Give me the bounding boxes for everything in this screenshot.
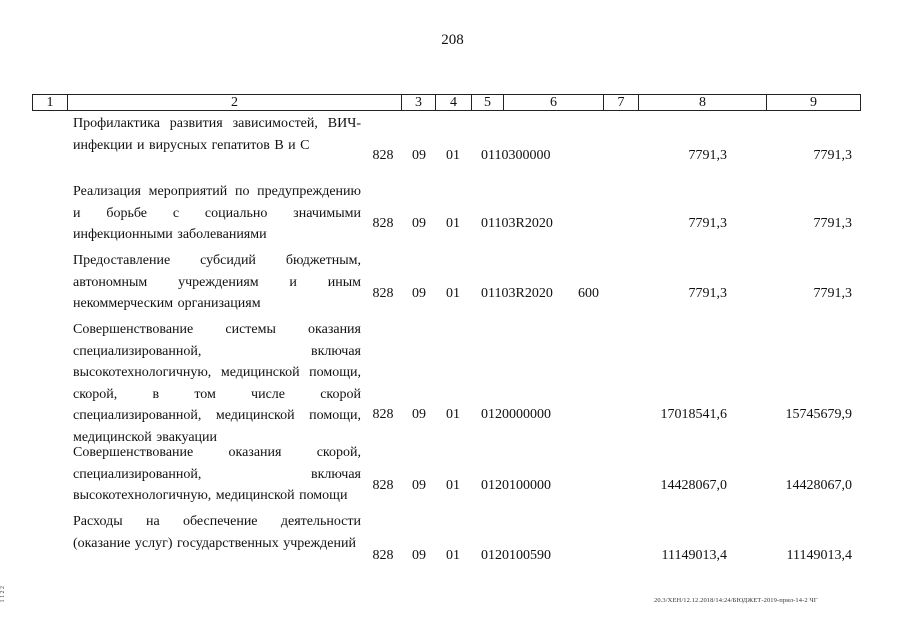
row-c5: 01: [446, 286, 460, 301]
table-header: [32, 94, 861, 111]
margin-mark: 1 1 2 2: [0, 586, 6, 603]
header-col-8: 8: [639, 95, 767, 110]
row-c6: 0120100590: [481, 548, 551, 563]
row-c5: 01: [446, 148, 460, 163]
header-col-6: 6: [504, 95, 604, 110]
row-c9: 7791,3: [813, 216, 852, 231]
row-c4: 09: [412, 216, 426, 231]
header-col-3: 3: [402, 95, 436, 110]
row-c8: 11149013,4: [661, 548, 727, 563]
row-c6: 0120100000: [481, 478, 551, 493]
row-c8: 7791,3: [688, 216, 727, 231]
page-number: 208: [441, 32, 464, 48]
row-c9: 15745679,9: [785, 407, 852, 422]
row-c3: 828: [372, 478, 394, 493]
row-c6: 01103R2020: [481, 216, 553, 231]
row-c8: 14428067,0: [660, 478, 727, 493]
header-col-5: 5: [472, 95, 504, 110]
row-c4: 09: [412, 407, 426, 422]
row-c6: 0120000000: [481, 407, 551, 422]
header-col-2: 2: [68, 95, 402, 110]
row-c9: 7791,3: [813, 148, 852, 163]
row-c8: 7791,3: [688, 148, 727, 163]
row-c3: 828: [372, 148, 394, 163]
row-c6: 0110300000: [481, 148, 551, 163]
header-col-4: 4: [436, 95, 472, 110]
footer-note: 20.3/ХЕН/12.12.2018/14:24/БЮДЖЕТ-2019-прил-14-2 ЧГ: [654, 597, 818, 604]
row-c5: 01: [446, 478, 460, 493]
row-c3: 828: [372, 407, 394, 422]
row-c4: 09: [412, 148, 426, 163]
row-description: Профилактика развития зависимостей, ВИЧ-инфекции и вирусных гепатитов В и С: [73, 116, 361, 153]
header-col-1: 1: [33, 95, 68, 110]
row-description: Реализация мероприятий по предупреждению и борьбе с социально значимыми инфекционными заболеваниями: [73, 184, 361, 242]
header-col-7: 7: [604, 95, 639, 110]
row-c5: 01: [446, 216, 460, 231]
row-description: Расходы на обеспечение деятельности (оказание услуг) государственных учреждений: [73, 514, 361, 551]
row-c3: 828: [372, 216, 394, 231]
row-c5: 01: [446, 407, 460, 422]
row-c3: 828: [372, 286, 394, 301]
row-c6: 01103R2020: [481, 286, 553, 301]
row-description: Совершенствование оказания скорой, специализированной, включая высокотехнологичную, медицинской помощи: [73, 445, 361, 503]
row-description: Совершенствование системы оказания специализированной, включая высокотехнологичную, медицинской помощи, скорой, в том числе скорой специализированной, медицинской помощи, медицинской эвакуации: [73, 322, 361, 445]
row-c7: 600: [578, 286, 599, 301]
header-col-9: 9: [810, 95, 817, 110]
row-c9: 14428067,0: [785, 478, 852, 493]
row-c5: 01: [446, 548, 460, 563]
row-c4: 09: [412, 286, 426, 301]
row-c9: 11149013,4: [786, 548, 852, 563]
row-c4: 09: [412, 548, 426, 563]
row-description: Предоставление субсидий бюджетным, автономным учреждениям и иным некоммерческим организациям: [73, 253, 361, 311]
row-c9: 7791,3: [813, 286, 852, 301]
row-c8: 17018541,6: [660, 407, 727, 422]
row-c8: 7791,3: [688, 286, 727, 301]
row-c3: 828: [372, 548, 394, 563]
row-c4: 09: [412, 478, 426, 493]
